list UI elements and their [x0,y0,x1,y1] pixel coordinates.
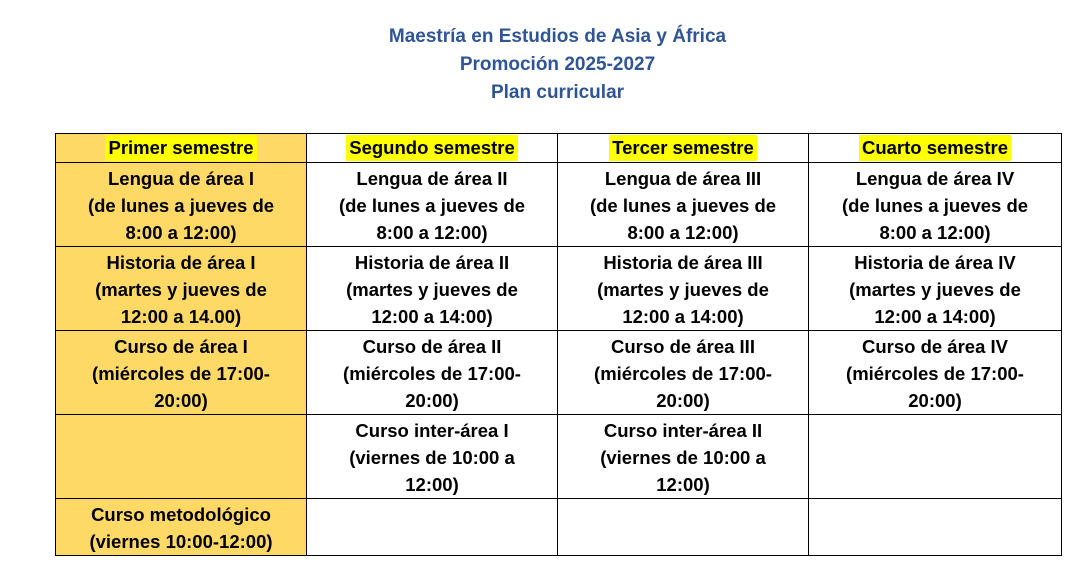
cell-text: Lengua de área I (de lunes a jueves de 8:00 a 12:00) [87,168,275,243]
table-cell [558,415,809,499]
table-row [56,163,1062,247]
cohort-subtitle: Promoción 2025-2027 [459,54,656,75]
table-cell [56,247,307,331]
table-cell [307,415,558,499]
table-cell [307,499,558,556]
column-header-semester-4 [809,134,1062,163]
table-cell [307,331,558,415]
table-cell [809,331,1062,415]
table-cell [809,163,1062,247]
plan-subtitle: Plan curricular [490,82,625,103]
cell-text: Curso de área III (miércoles de 17:00- 20:00) [594,336,772,411]
cell-text: Lengua de área II (de lunes a jueves de 8:00 a 12:00) [338,168,526,243]
cell-text: Historia de área IV (martes y jueves de 12:00 a 14:00) [849,252,1021,327]
cell-text: Historia de área I (martes y jueves de 12:00 a 14.00) [95,252,267,327]
cell-text [56,415,306,417]
table-cell [809,247,1062,331]
column-header-semester-2 [307,134,558,163]
table-cell [56,331,307,415]
table-cell [558,163,809,247]
column-header-semester-1 [56,134,307,163]
column-header-label: Primer semestre [105,135,256,161]
table-cell [809,499,1062,556]
table-row [56,415,1062,499]
table-row [56,499,1062,556]
cell-text [558,499,808,501]
column-header-semester-3 [558,134,809,163]
cell-text [307,499,557,501]
table-cell [56,163,307,247]
curriculum-table [55,133,1062,556]
cell-text: Curso inter-área II (viernes de 10:00 a 12:00) [600,420,766,495]
table-cell [809,415,1062,499]
table-cell [307,247,558,331]
column-header-label: Cuarto semestre [859,135,1011,161]
table-cell [558,331,809,415]
document-title: Maestría en Estudios de Asia y África [388,26,727,47]
table-cell [56,415,307,499]
cell-text: Curso de área II (miércoles de 17:00- 20:00) [343,336,521,411]
cell-text: Historia de área II (martes y jueves de 12:00 a 14:00) [346,252,518,327]
cell-text: Curso metodológico (viernes 10:00-12:00) [89,504,273,552]
column-header-label: Tercer semestre [609,135,757,161]
cell-text: Curso de área I (miércoles de 17:00- 20:00) [92,336,270,411]
table-cell [558,247,809,331]
table-cell [558,499,809,556]
cell-text: Lengua de área IV (de lunes a jueves de 8:00 a 12:00) [841,168,1029,243]
cell-text: Lengua de área III (de lunes a jueves de 8:00 a 12:00) [589,168,777,243]
cell-text [809,499,1061,501]
cell-text [809,415,1061,417]
cell-text: Historia de área III (martes y jueves de 12:00 a 14:00) [597,252,769,327]
table-cell [307,163,558,247]
table-header-row [56,134,1062,163]
table-row [56,331,1062,415]
column-header-label: Segundo semestre [346,135,518,161]
cell-text: Curso de área IV (miércoles de 17:00- 20:00) [846,336,1024,411]
cell-text: Curso inter-área I (viernes de 10:00 a 12:00) [349,420,515,495]
table-row [56,247,1062,331]
table-cell [56,499,307,556]
